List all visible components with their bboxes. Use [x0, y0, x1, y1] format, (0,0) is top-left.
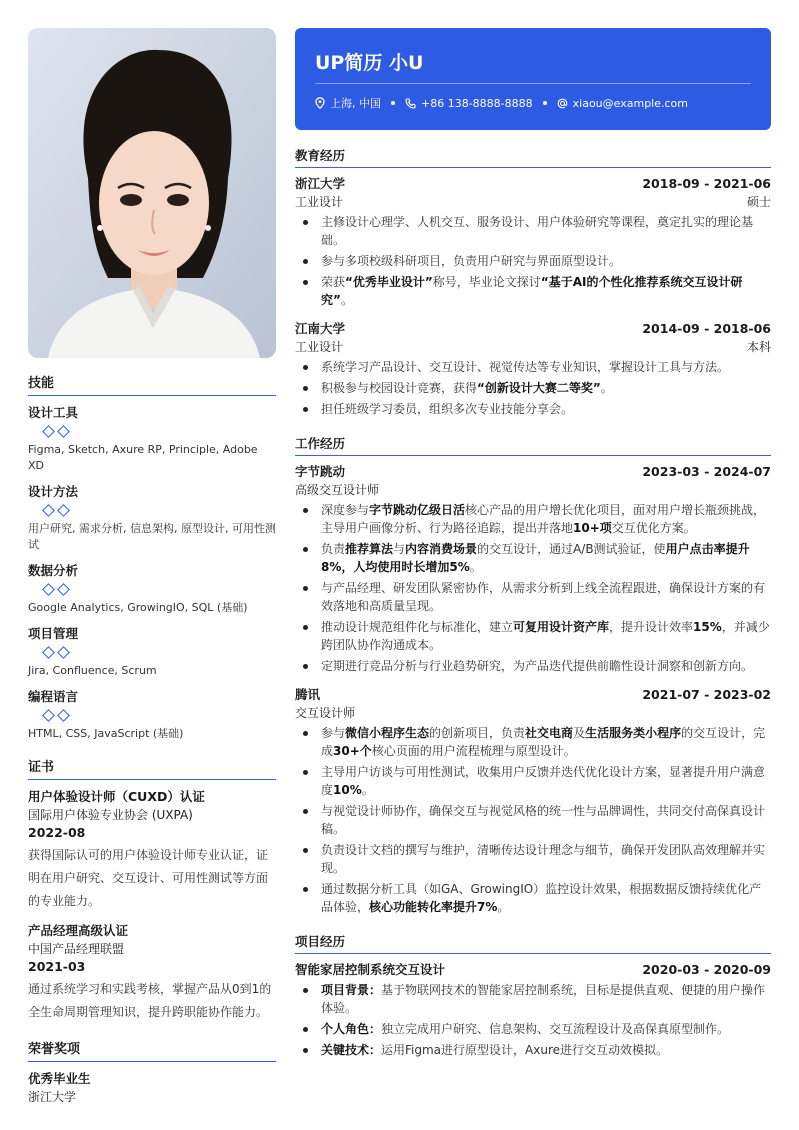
project-entry: [295, 960, 771, 1059]
cert-item: [28, 921, 276, 1024]
project-dates: 2020-03 - 2020-09: [642, 962, 771, 977]
separator-dot: [543, 101, 547, 105]
work-list: [295, 462, 771, 916]
skills-list: [28, 403, 276, 742]
education-major: 工业设计: [295, 195, 344, 209]
skill-item: [28, 624, 276, 679]
education-degree: 本科: [746, 340, 771, 354]
honor-name: 优秀毕业生: [28, 1071, 91, 1086]
cert-desc: 通过系统学习和实践考核，掌握产品从0到1的全生命周期管理知识，提升跨职能协作能力。: [28, 982, 272, 1019]
work-org: 字节跳动: [295, 464, 346, 479]
projects-list: [295, 960, 771, 1059]
project-entry-header: [295, 960, 771, 978]
project-org: 智能家居控制系统交互设计: [295, 962, 446, 977]
education-bullets: [295, 358, 771, 418]
cert-org: 中国产品经理联盟: [28, 942, 125, 956]
certs-list: [28, 787, 276, 1024]
cert-item: [28, 787, 276, 913]
education-subheader: [295, 337, 771, 355]
cert-org: 国际用户体验专业协会 (UXPA): [28, 808, 193, 822]
education-dates: 2018-09 - 2021-06: [642, 176, 771, 191]
skill-item: [28, 403, 276, 474]
education-bullets: [295, 213, 771, 309]
skill-rating: [44, 711, 276, 720]
diamond-icon: [57, 425, 70, 438]
work-entry-header: [295, 685, 771, 703]
separator-dot: [391, 101, 395, 105]
skill-name: 数据分析: [28, 563, 79, 578]
candidate-name: UP简历 小U: [315, 48, 751, 84]
skill-name: 设计方法: [28, 484, 79, 499]
bullet-item: 推动设计规范组件化与标准化，建立可复用设计资产库，提升设计效率15%，并减少跨团队协作沟通成本。: [295, 618, 771, 654]
skill-desc: Google Analytics, GrowingIO, SQL (基础): [28, 601, 248, 614]
diamond-icon: [57, 583, 70, 596]
skill-rating: [44, 506, 276, 515]
skill-desc: Jira, Confluence, Scrum: [28, 664, 157, 677]
location-icon: [315, 97, 325, 109]
project-bullets: [295, 981, 771, 1059]
bullet-item: 主修设计心理学、人机交互、服务设计、用户体验研究等课程，奠定扎实的理论基础。: [295, 213, 771, 249]
work-section-title: 工作经历: [295, 434, 771, 456]
education-entry-header: [295, 174, 771, 192]
bullet-item: 参与多项校级科研项目，负责用户研究与界面原型设计。: [295, 252, 771, 270]
work-bullets: [295, 501, 771, 675]
education-dates: 2014-09 - 2018-06: [642, 321, 771, 336]
cert-name: 用户体验设计师（CUXD）认证: [28, 789, 205, 804]
skill-name: 设计工具: [28, 405, 79, 420]
bullet-item: 负责设计文档的撰写与维护，清晰传达设计理念与细节，确保开发团队高效理解并实现。: [295, 841, 771, 877]
education-org: 浙江大学: [295, 176, 346, 191]
work-entry: [295, 462, 771, 675]
diamond-icon: [42, 646, 55, 659]
honor-org: 浙江大学: [28, 1090, 77, 1104]
bullet-item: 与视觉设计师协作，确保交互与视觉风格的统一性与品牌调性，共同交付高保真设计稿。: [295, 802, 771, 838]
bullet-item: 定期进行竞品分析与行业趋势研究，为产品迭代提供前瞻性设计洞察和创新方向。: [295, 657, 771, 675]
skill-item: [28, 561, 276, 616]
left-column: [28, 28, 276, 1113]
bullet-item: 系统学习产品设计、交互设计、视觉传达等专业知识，掌握设计工具与方法。: [295, 358, 771, 376]
education-org: 江南大学: [295, 321, 346, 336]
education-section-title: 教育经历: [295, 146, 771, 168]
skill-desc: 用户研究, 需求分析, 信息架构, 原型设计, 可用性测试: [28, 522, 276, 551]
diamond-icon: [42, 583, 55, 596]
bullet-item: 参与微信小程序生态的创新项目，负责社交电商及生活服务类小程序的交互设计，完成30+个核心页面的用户流程梳理与原型设计。: [295, 724, 771, 760]
skill-name: 项目管理: [28, 626, 79, 641]
education-subheader: [295, 192, 771, 210]
phone-icon: [405, 98, 416, 109]
diamond-icon: [57, 504, 70, 517]
skill-rating: [44, 427, 276, 436]
bullet-item: 荣获“优秀毕业设计”称号，毕业论文探讨“基于AI的个性化推荐系统交互设计研究”。: [295, 273, 771, 309]
cert-name: 产品经理高级认证: [28, 923, 129, 938]
work-entry-header: [295, 462, 771, 480]
work-role: 高级交互设计师: [295, 483, 380, 497]
diamond-icon: [57, 709, 70, 722]
bullet-item: 深度参与字节跳动亿级日活核心产品的用户增长优化项目，面对用户增长瓶颈挑战，主导用户画像分析、行为路径追踪，提出并落地10+项交互优化方案。: [295, 501, 771, 537]
diamond-icon: [42, 709, 55, 722]
bullet-item: 主导用户访谈与可用性测试，收集用户反馈并迭代优化设计方案，显著提升用户满意度10%。: [295, 763, 771, 799]
bullet-item: 积极参与校园设计竞赛，获得“创新设计大赛二等奖”。: [295, 379, 771, 397]
work-subheader: [295, 703, 771, 721]
phone-text[interactable]: +86 138-8888-8888: [421, 96, 533, 110]
work-entry: [295, 685, 771, 916]
education-entry: [295, 174, 771, 309]
location-text: 上海, 中国: [330, 97, 381, 110]
work-dates: 2021-07 - 2023-02: [642, 687, 771, 702]
bullet-item: 担任班级学习委员，组织多次专业技能分享会。: [295, 400, 771, 418]
education-degree: 硕士: [746, 195, 771, 209]
skill-name: 编程语言: [28, 689, 79, 704]
skill-desc: Figma, Sketch, Axure RP, Principle, Adobe XD: [28, 443, 258, 472]
projects-section-title: 项目经历: [295, 932, 771, 954]
cert-date: 2021-03: [28, 959, 86, 974]
skill-rating: [44, 585, 276, 594]
work-dates: 2023-03 - 2024-07: [642, 464, 771, 479]
bullet-item: 项目背景：基于物联网技术的智能家居控制系统，目标是提供直观、便捷的用户操作体验。: [295, 981, 771, 1017]
education-major: 工业设计: [295, 340, 344, 354]
bullet-item: 负责推荐算法与内容消费场景的交互设计，通过A/B测试验证，使用户点击率提升8%，人均使用时长增加5%。: [295, 540, 771, 576]
education-entry: [295, 319, 771, 418]
certs-section-title: 证书: [28, 756, 276, 780]
email-text[interactable]: xiaou@example.com: [572, 96, 688, 110]
work-subheader: [295, 480, 771, 498]
profile-photo: [28, 28, 276, 358]
work-org: 腾讯: [295, 687, 321, 702]
bullet-item: 个人角色：独立完成用户研究、信息架构、交互流程设计及高保真原型制作。: [295, 1020, 771, 1038]
honors-section-title: 荣誉奖项: [28, 1038, 276, 1062]
portrait-illustration: [28, 28, 276, 358]
resume-header: [295, 28, 771, 130]
work-role: 交互设计师: [295, 706, 356, 720]
diamond-icon: [42, 504, 55, 517]
bullet-item: 通过数据分析工具（如GA、GrowingIO）监控设计效果，根据数据反馈持续优化产品体验，核心功能转化率提升7%。: [295, 880, 771, 916]
skill-desc: HTML, CSS, JavaScript (基础): [28, 727, 184, 740]
skills-section-title: 技能: [28, 372, 276, 396]
diamond-icon: [57, 646, 70, 659]
email-icon: [557, 98, 568, 109]
work-bullets: [295, 724, 771, 916]
education-list: [295, 174, 771, 418]
right-column: [295, 28, 771, 1069]
contact-line: [315, 95, 751, 111]
cert-date: 2022-08: [28, 825, 86, 840]
honor-item: [28, 1069, 276, 1105]
education-entry-header: [295, 319, 771, 337]
skill-rating: [44, 648, 276, 657]
bullet-item: 关键技术：运用Figma进行原型设计，Axure进行交互动效模拟。: [295, 1041, 771, 1059]
skill-item: [28, 687, 276, 742]
cert-desc: 获得国际认可的用户体验设计师专业认证，证明在用户研究、交互设计、可用性测试等方面的专业能力。: [28, 848, 269, 908]
diamond-icon: [42, 425, 55, 438]
bullet-item: 与产品经理、研发团队紧密协作，从需求分析到上线全流程跟进，确保设计方案的有效落地和高质量呈现。: [295, 579, 771, 615]
skill-item: [28, 482, 276, 553]
